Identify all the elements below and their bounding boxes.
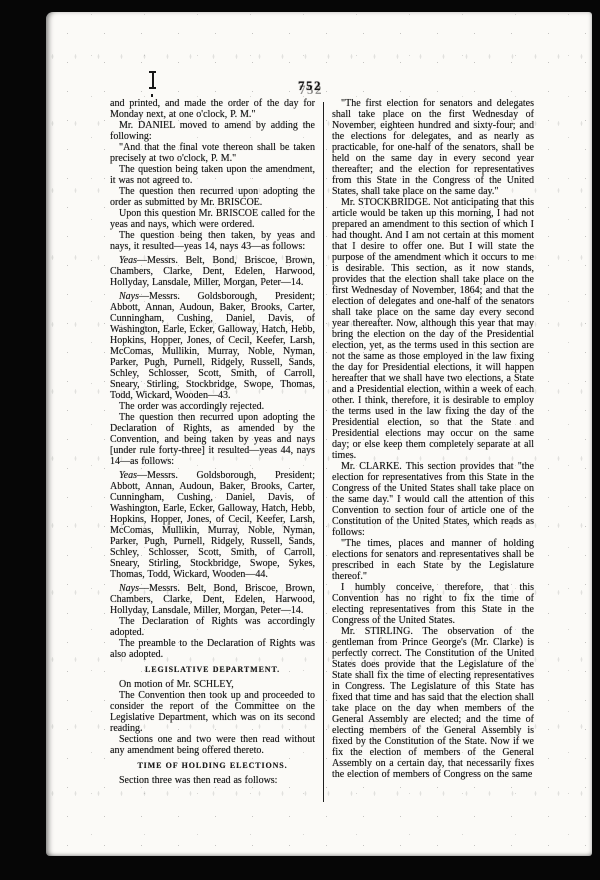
paragraph-text: —Messrs. Goldsborough, President; Abbott, Annan, Audoun, Baker, Brooks, Carter, Cunningham, Cushing, Daniel, Davis, of Washington, Earle, Ecker, Galloway, Hatch, Hebb, Hopkins, Hopper, Jones, of Cecil, Keefer, Larsh, McComas, Mullikin, Murray, Noble, Nyman, Parker, Pugh, Purnell, Ridgely, Russell, Sands, Schley, Schlosser, Scott, Smith, of Carroll, Sneary, Stirling, Stockbridge, Swope, Thomas, Todd, Wickard, Wooden—43. [110,291,315,401]
paragraph [110,638,315,660]
paragraph [110,230,315,252]
ink-mark [149,71,156,89]
paragraph [110,583,315,616]
paragraph-text: The question then recurred upon adopting the order as submitted by Mr. BRISCOE. [110,186,315,208]
column-divider [323,102,324,802]
paragraph [332,461,534,538]
page [46,12,592,856]
paragraph-text: Sections one and two were then read without any amendment being offered thereto. [110,734,315,756]
paragraph [110,120,315,142]
paragraph [110,775,315,786]
section-heading [110,761,315,771]
paragraph-text: I humbly conceive, therefore, that this Convention has no right to fix the time of electing representatives from this State in the Congress of the United States. [332,582,534,626]
paragraph [110,208,315,230]
left-column [110,98,315,786]
paragraph-text: "The times, places and manner of holding elections for senators and representatives shall be prescribed in each State by the Legislature thereof." [332,538,534,582]
text-block [110,98,535,802]
paragraph-text: The question then recurred upon adopting the Declaration of Rights, as amended by the Convention, and being taken by yeas and nays [under rule forty-three] it resulted—yeas 44, nays 14—as follows: [110,412,315,467]
paragraph [110,412,315,467]
paragraph-text: The preamble to the Declaration of Rights was also adopted. [110,638,315,660]
paragraph-text: Mr. DANIEL moved to amend by adding the following: [110,120,315,142]
paragraph-text: The question being then taken, by yeas and nays, it resulted—yeas 14, nays 43—as follows: [110,230,315,252]
paragraph [110,470,315,580]
section-heading [110,665,315,675]
paragraph-text: The Convention then took up and proceeded to consider the report of the Committee on the Legislative Department, which was on its second reading. [110,690,315,734]
paragraph-text: Upon this question Mr. BRISCOE called for the yeas and nays, which were ordered. [110,208,315,230]
paragraph-text: —Messrs. Belt, Bond, Briscoe, Brown, Chambers, Clarke, Dent, Edelen, Harwood, Hollyday, Lansdale, Miller, Morgan, Peter—14. [110,583,315,616]
vote-lead: Yeas [119,255,137,266]
vote-lead: Nays [119,291,139,302]
paragraph-text: TIME OF HOLDING ELECTIONS. [137,761,288,770]
paragraph [110,616,315,638]
paragraph-text: "And that the final vote thereon shall be taken precisely at two o'clock, P. M." [110,142,315,164]
vote-lead: Nays [119,583,139,594]
paragraph-text: Mr. STOCKBRIDGE. Not anticipating that this article would be taken up this morning, I had not prepared an amendment to this section of which I had thought. And I am not certain at this moment that I desire to offer one. But I will state the purpose of the amendment which it occurs to me is desirable. This section, as it now stands, provides that the election shall take place on the first Wednesday of November, 1864; and that the election of delegates and one-half of the senators shall take place on the same day every second year thereafter. Now, although this year that may bring the election on the day of the Presidential election, yet, as the terms used in this section are not the same as those employed in the law fixing the day for Presidential elections, it will happen hereafter that we shall have two elections, a State and a Presidential election, within a week of each other. I think, therefore, it is desirable to employ the terms used in the law fixing the day of the Presidential election, so that the State and Presidential elections may occur on the same day; or else keep them completely separate at all times. [332,197,534,461]
paragraph [110,186,315,208]
paragraph [110,734,315,756]
paragraph [110,142,315,164]
paragraph-text: The order was accordingly rejected. [119,401,265,412]
paragraph-text: Mr. STIRLING. The observation of the gentleman from Prince George's (Mr. Clarke) is perfectly correct. The Constitution of the United States does provide that the Legislature of the State shall fix the time of electing representatives in Congress. The Legislature of this State has fixed that time and has said that the election shall take place on the day when members of the General Assembly are elected; and the time of electing members of the General Assembly is fixed by the Constitution of the State. Now if we fix the election of members of the General Assembly on a certain day, that necessarily fixes the election of members of Congress on the same [332,626,534,780]
paragraph-text: The question being taken upon the amendment, it was not agreed to. [110,164,315,186]
paragraph-text: and printed, and made the order of the day for Monday next, at one o'clock, P. M." [110,98,315,120]
paragraph [332,582,534,626]
paragraph [332,197,534,461]
paragraph-text: Mr. CLARKE. This section provides that "the election for representatives from this State in the Congress of the United States shall take place on the same day." I would call the attention of this Convention to section four of article one of the Constitution of the United States, which reads as follows: [332,461,534,538]
paragraph [332,98,534,197]
right-column [332,98,534,780]
paragraph-text: The Declaration of Rights was accordingly adopted. [110,616,315,638]
paragraph-text: —Messrs. Belt, Bond, Briscoe, Brown, Chambers, Clarke, Dent, Edelen, Harwood, Hollyday, Lansdale, Miller, Morgan, Peter—14. [110,255,315,288]
paragraph [332,626,534,780]
paragraph [110,679,315,690]
paragraph [110,98,315,120]
paragraph [110,291,315,401]
paragraph-text: LEGISLATIVE DEPARTMENT. [144,665,281,674]
paragraph [110,401,315,412]
paragraph [332,538,534,582]
paragraph [110,164,315,186]
vote-lead: Yeas [119,470,137,481]
paragraph-text: —Messrs. Goldsborough, President; Abbott, Annan, Audoun, Baker, Brooks, Carter, Cunningham, Cushing, Daniel, Davis, of Washington, Earle, Ecker, Galloway, Hatch, Hebb, Hopkins, Hopper, Jones, of Cecil, Keefer, Larsh, McComas, Mullikin, Murray, Noble, Nyman, Parker, Pugh, Purnell, Ridgely, Russell, Sands, Schley, Schlosser, Scott, Smith, of Carroll, Sneary, Stirling, Stockbridge, Swope, Sykes, Thomas, Todd, Wickard, Wooden—44. [110,470,315,580]
page-number: 752 [298,78,322,93]
paragraph-text: "The first election for senators and delegates shall take place on the first Wednesday of November, eighteen hundred and sixty-four; and the elections for delegates, and as nearly as practicable, for one-half of the senators, shall be held on the same day in every second year thereafter; and the election for representatives from this State in the Congress of the United States, shall take place on the same day." [332,98,534,197]
paragraph [110,255,315,288]
paragraph-text: Section three was then read as follows: [119,775,278,786]
paragraph [110,690,315,734]
paragraph-text: On motion of Mr. SCHLEY, [119,679,234,690]
